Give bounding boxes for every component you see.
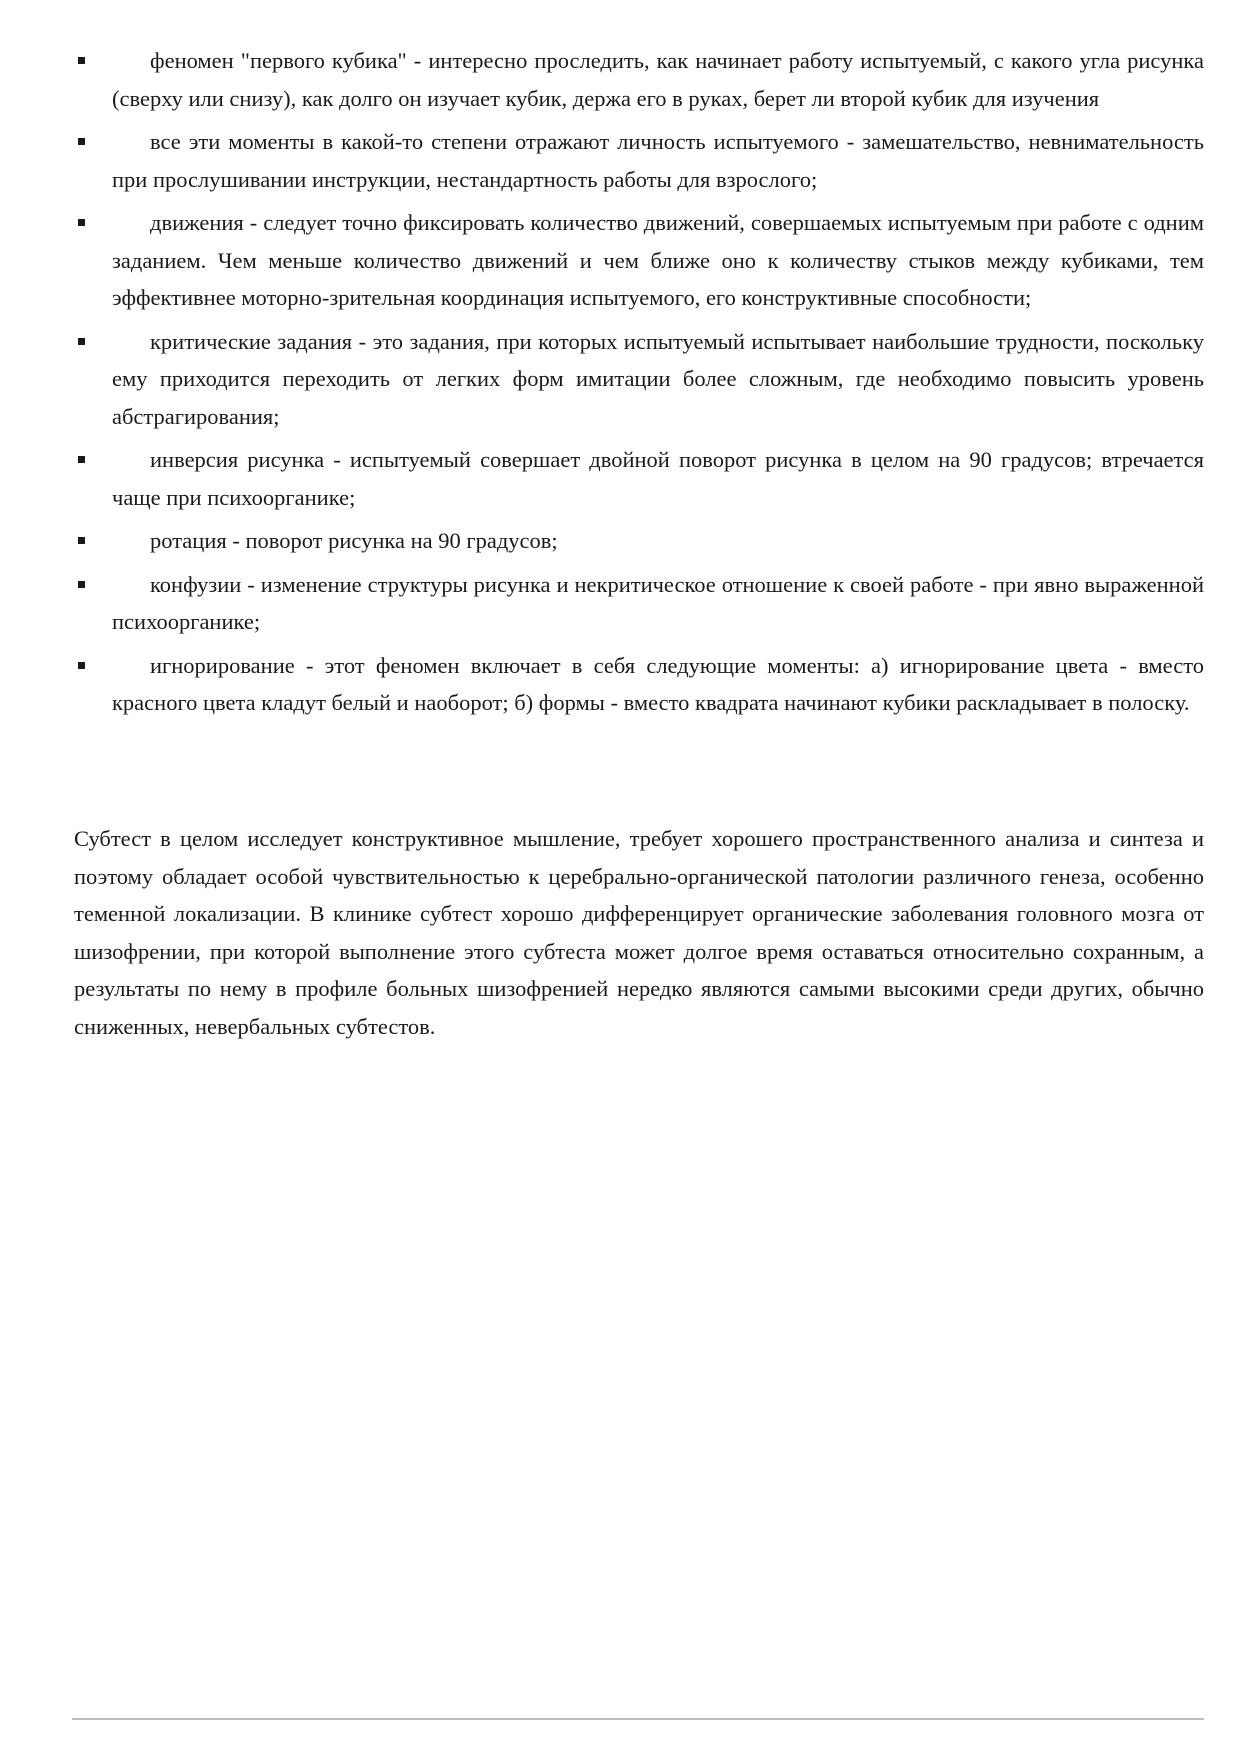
list-item-text: феномен "первого кубика" - интересно проследить, как начинает работу испытуемый, с какого угла рисунка (сверху или снизу), как долго он изучает кубик, держа его в руках, берет ли второй кубик для изучения [112,48,1204,111]
square-bullet-icon [78,581,85,588]
list-item-text: все эти моменты в какой-то степени отражают личность испытуемого - замешательство, невнимательность при прослушивании инструкции, нестандартность работы для взрослого; [112,129,1204,192]
list-item [74,323,1204,436]
list-item-text: критические задания - это задания, при которых испытуемый испытывает наибольшие трудности, поскольку ему приходится переходить от легких форм имитации более сложным, где необходимо повысить уровень абстрагирования; [112,328,1204,429]
list-item [74,42,1204,117]
square-bullet-icon [78,138,85,145]
list-item [74,566,1204,641]
list-item [74,441,1204,516]
list-item [74,204,1204,317]
list-item-text: движения - следует точно фиксировать количество движений, совершаемых испытуемым при работе с одним заданием. Чем меньше количество движений и чем ближе оно к количеству стыков между кубиками, тем эффективнее моторно-зрительная координация испытуемого, его конструктивные способности; [112,210,1204,310]
list-item-text: инверсия рисунка - испытуемый совершает двойной поворот рисунка в целом на 90 градусов; втречается чаще при психоорганике; [112,447,1204,510]
list-item-text: конфузии - изменение структуры рисунка и некритическое отношение к своей работе - при явно выраженной психоорганике; [112,571,1204,634]
list-item [74,123,1204,198]
list-item-text: ротация - поворот рисунка на 90 градусов; [150,528,558,553]
summary-paragraph: Субтест в целом исследует конструктивное мышление, требует хорошего пространственного анализа и синтеза и поэтому обладает особой чувствительностью к церебрально-органической патологии различного генеза, особенно теменной локализации. В клинике субтест хорошо дифференцирует органические заболевания головного мозга от шизофрении, при которой выполнение этого субтеста может долгое время оставаться относительно сохранным, а результаты по нему в профиле больных шизофренией нередко являются самыми высокими среди других, обычно сниженных, невербальных субтестов. [74,826,1204,1039]
bullet-list [74,42,1204,728]
list-item [74,522,1204,560]
list-item-text: игнорирование - этот феномен включает в себя следующие моменты: а) игнорирование цвета - вместо красного цвета кладут белый и наоборот; б) формы - вместо квадрата начинают кубики раскладывает в полоску. [112,652,1204,715]
square-bullet-icon [78,338,85,345]
square-bullet-icon [78,456,85,463]
square-bullet-icon [78,219,85,226]
square-bullet-icon [78,662,85,669]
footer-divider [72,1718,1204,1720]
list-item [74,647,1204,722]
square-bullet-icon [78,57,85,64]
square-bullet-icon [78,537,85,544]
